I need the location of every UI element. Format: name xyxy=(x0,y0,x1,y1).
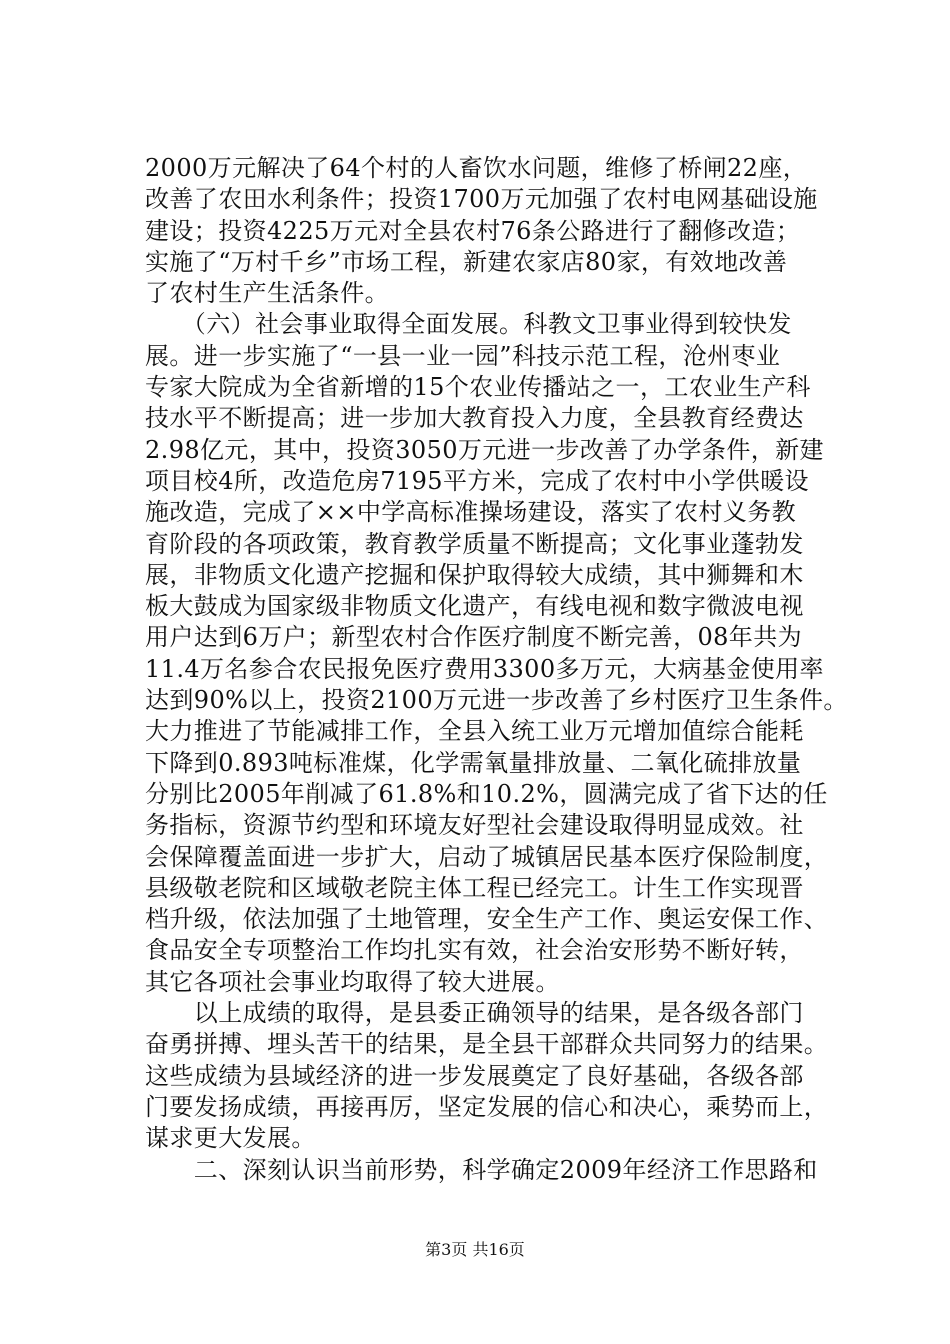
page-number-footer: 第3页 共16页 xyxy=(425,1240,525,1259)
text-line: 了农村生产生活条件。 xyxy=(145,279,389,308)
text-line: 务指标，资源节约型和环境友好型社会建设取得明显成效。社 xyxy=(145,811,804,840)
text-line: 分别比2005年削减了61.8%和10.2%，圆满完成了省下达的任 xyxy=(145,779,828,808)
text-line: 大力推进了节能减排工作，全县入统工业万元增加值综合能耗 xyxy=(145,717,804,746)
text-line: 县级敬老院和区域敬老院主体工程已经完工。计生工作实现晋 xyxy=(145,873,804,902)
text-line: 食品安全专项整治工作均扎实有效，社会治安形势不断好转， xyxy=(145,936,804,965)
text-line: 二、深刻认识当前形势，科学确定2009年经济工作思路和 xyxy=(145,1155,818,1184)
text-line: 项目校4所，改造危房7195平方米，完成了农村中小学供暖设 xyxy=(145,466,809,495)
text-line: 以上成绩的取得，是县委正确领导的结果，是各级各部门 xyxy=(145,999,804,1028)
text-line: 育阶段的各项政策，教育教学质量不断提高；文化事业蓬勃发 xyxy=(145,529,804,558)
text-line: 下降到0.893吨标准煤，化学需氧量排放量、二氧化硫排放量 xyxy=(145,748,802,777)
text-line: 建设；投资4225万元对全县农村76条公路进行了翻修改造； xyxy=(145,216,801,245)
text-line: 门要发扬成绩，再接再厉，坚定发展的信心和决心，乘势而上， xyxy=(145,1092,829,1121)
text-line: 用户达到6万户；新型农村合作医疗制度不断完善，08年共为 xyxy=(145,623,803,652)
text-line: 这些成绩为县域经济的进一步发展奠定了良好基础，各级各部 xyxy=(145,1061,804,1090)
text-line: 展。进一步实施了“一县一业一园”科技示范工程，沧州枣业 xyxy=(145,341,781,370)
body-text xyxy=(145,153,848,1186)
text-line: 2000万元解决了64个村的人畜饮水问题，维修了桥闸22座， xyxy=(145,154,808,182)
text-line: 11.4万名参合农民报免医疗费用3300多万元，大病基金使用率 xyxy=(145,654,824,683)
text-line: 展，非物质文化遗产挖掘和保护取得较大成绩，其中狮舞和木 xyxy=(145,560,804,589)
text-line: 其它各项社会事业均取得了较大进展。 xyxy=(145,967,560,996)
text-line: 实施了“万村千乡”市场工程，新建农家店80家，有效地改善 xyxy=(145,247,788,276)
text-line: 专家大院成为全省新增的15个农业传播站之一，工农业生产科 xyxy=(145,373,811,402)
text-line: 板大鼓成为国家级非物质文化遗产，有线电视和数字微波电视 xyxy=(145,592,804,621)
text-line: 谋求更大发展。 xyxy=(145,1124,316,1153)
text-line: 会保障覆盖面进一步扩大，启动了城镇居民基本医疗保险制度， xyxy=(145,842,829,871)
text-line: 改善了农田水利条件；投资1700万元加强了农村电网基础设施 xyxy=(145,185,818,214)
text-line: 达到90%以上，投资2100万元进一步改善了乡村医疗卫生条件。 xyxy=(145,686,848,715)
text-line: 档升级，依法加强了土地管理，安全生产工作、奥运安保工作、 xyxy=(145,905,829,934)
text-line: （六）社会事业取得全面发展。科教文卫事业得到较快发 xyxy=(145,310,792,339)
text-line: 技水平不断提高；进一步加大教育投入力度，全县教育经费达 xyxy=(145,404,804,433)
text-line: 2.98亿元，其中，投资3050万元进一步改善了办学条件，新建 xyxy=(145,435,824,464)
text-line: 奋勇拼搏、埋头苦干的结果，是全县干部群众共同努力的结果。 xyxy=(145,1030,829,1059)
text-line: 施改造，完成了××中学高标准操场建设，落实了农村义务教 xyxy=(145,498,797,527)
